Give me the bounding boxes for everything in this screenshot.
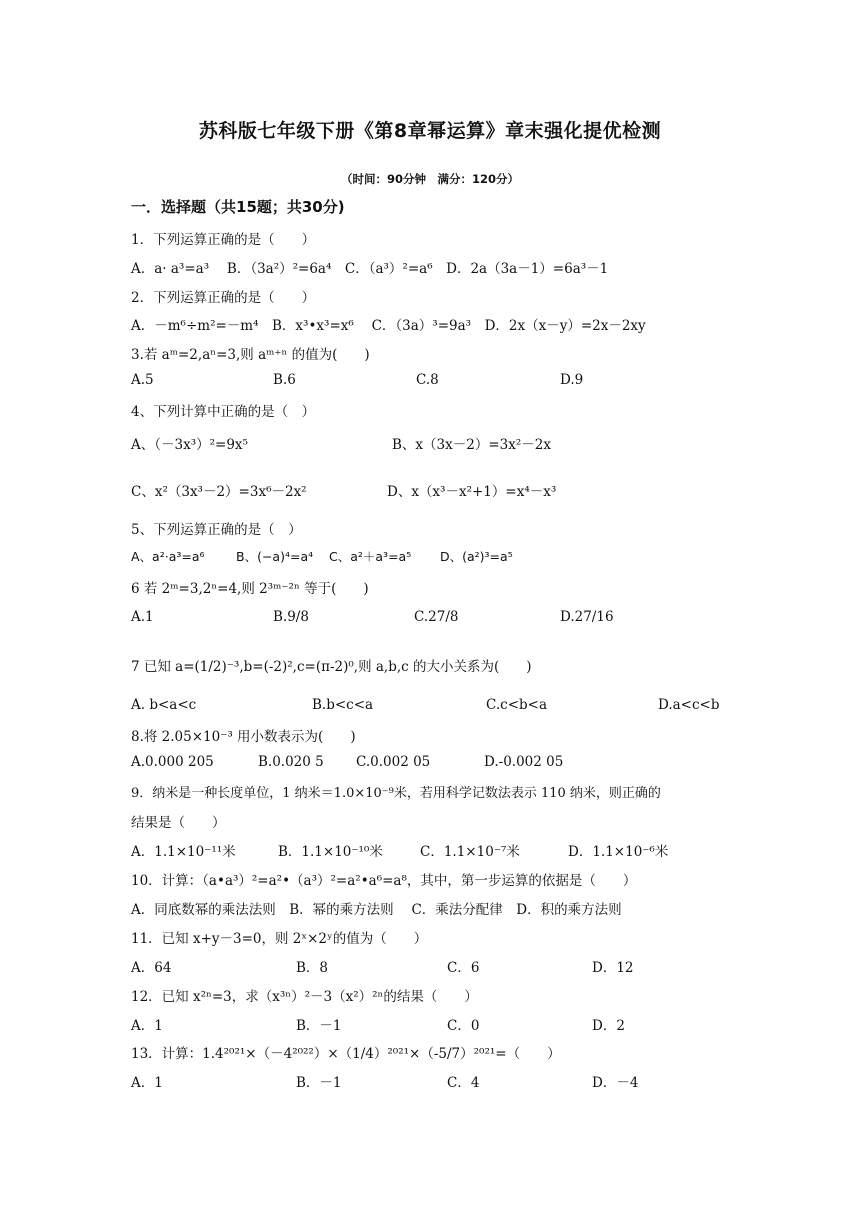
question-5-option-d: D、(a²)³=a⁵	[440, 549, 513, 564]
question-7-option-c: C.c<b<a	[486, 697, 548, 713]
question-7-option-a: A. b<a<c	[131, 697, 197, 713]
question-4-stem: 4、下列计算中正确的是（ ）	[131, 404, 316, 420]
question-12-option-d: D．2	[592, 1018, 625, 1034]
question-9-option-c: C．1.1×10⁻⁷米	[420, 844, 520, 860]
question-11-stem: 11．已知 x+y－3=0，则 2ˣ×2ʸ的值为（ ）	[131, 931, 428, 947]
question-5-stem: 5、下列运算正确的是（ ）	[131, 522, 302, 538]
question-8-stem: 8.将 2.05×10⁻³ 用小数表示为( )	[131, 729, 356, 745]
question-5-option-c: C、a²＋a³=a⁵	[329, 549, 412, 564]
question-11-option-b: B．8	[296, 960, 329, 976]
question-3-option-c: C.8	[416, 372, 439, 388]
question-12-stem: 12．已知 x²ⁿ=3，求（x³ⁿ）²－3（x²）²ⁿ的结果（ ）	[131, 989, 478, 1005]
question-6-option-b: B.9/8	[273, 609, 309, 625]
exam-info: （时间：90分钟 满分：120分）	[340, 172, 519, 186]
question-3-stem: 3.若 aᵐ=2,aⁿ=3,则 aᵐ⁺ⁿ 的值为( )	[131, 347, 370, 363]
question-11-option-d: D．12	[592, 960, 634, 976]
question-7-stem: 7 已知 a=(1/2)⁻³,b=(-2)²,c=(π-2)⁰,则 a,b,c 的大小关系为( )	[131, 659, 532, 675]
question-4-option-d: D、x（x³－x²+1）=x⁴－x³	[387, 484, 557, 500]
question-9-stem-line1: 9．纳米是一种长度单位，1 纳米＝1.0×10⁻⁹米，若用科学记数法表示 110 纳米，则正确的	[131, 786, 661, 801]
page-title: 苏科版七年级下册《第8章幂运算》章末强化提优检测	[198, 120, 662, 142]
question-13-option-c: C．4	[447, 1075, 480, 1091]
section-heading: 一．选择题（共15题；共30分)	[131, 198, 345, 216]
question-12-option-b: B．－1	[296, 1018, 342, 1034]
question-7-option-d: D.a<c<b	[658, 697, 720, 713]
question-11-option-c: C．6	[447, 960, 480, 976]
question-5-option-a: A、a²·a³=a⁶	[131, 549, 205, 564]
question-4-option-a: A、（－3x³）²=9x⁵	[131, 437, 248, 453]
question-13-option-a: A．1	[131, 1075, 163, 1091]
question-3-option-b: B.6	[273, 372, 296, 388]
question-8-option-d: D.-0.002 05	[484, 754, 564, 770]
question-8-option-a: A.0.000 205	[131, 754, 214, 770]
question-6-option-d: D.27/16	[560, 609, 614, 625]
question-3-option-a: A.5	[131, 372, 154, 388]
question-8-option-b: B.0.020 5	[258, 754, 324, 770]
question-1-stem: 1．下列运算正确的是（ ）	[131, 232, 316, 248]
question-9-option-d: D．1.1×10⁻⁶米	[568, 844, 669, 860]
question-6-option-a: A.1	[131, 609, 154, 625]
question-9-stem-line2: 结果是（ ）	[131, 815, 226, 831]
question-4-option-b: B、x（3x－2）=3x²－2x	[392, 437, 551, 453]
question-8-option-c: C.0.002 05	[356, 754, 431, 770]
question-12-option-c: C．0	[447, 1018, 480, 1034]
question-11-option-a: A．64	[131, 960, 172, 976]
question-6-stem: 6 若 2ᵐ=3,2ⁿ=4,则 2³ᵐ⁻²ⁿ 等于( )	[131, 581, 369, 597]
question-1-options: A．a· a³=a³ B．（3a²）²=6a⁴ C．（a³）²=a⁶ D．2a（3a－1）=6a³－1	[131, 261, 609, 277]
question-12-option-a: A．1	[131, 1018, 163, 1034]
question-7-option-b: B.b<c<a	[312, 697, 374, 713]
question-9-option-a: A．1.1×10⁻¹¹米	[131, 844, 236, 860]
question-10-options: A．同底数幂的乘法法则 B．幂的乘方法则 C．乘法分配律 D．积的乘方法则	[131, 902, 622, 918]
question-9-option-b: B．1.1×10⁻¹⁰米	[278, 844, 383, 860]
question-6-option-c: C.27/8	[414, 609, 459, 625]
question-2-stem: 2．下列运算正确的是（ ）	[131, 290, 316, 306]
question-4-option-c: C、x²（3x³－2）=3x⁶－2x²	[131, 484, 307, 500]
question-13-stem: 13．计算：1.4²⁰²¹×（－4²⁰²²）×（1/4）²⁰²¹×（-5/7）²⁰²¹=（ ）	[131, 1046, 561, 1062]
question-13-option-d: D．－4	[592, 1075, 639, 1091]
question-2-options: A．－m⁶÷m²=－m⁴ B．x³•x³=x⁶ C．（3a）³=9a³ D．2x（x－y）=2x－2xy	[131, 318, 646, 334]
question-10-stem: 10．计算：（a•a³）²=a²•（a³）²=a²•a⁶=a⁸，其中，第一步运算的依据是（ ）	[131, 873, 637, 889]
question-3-option-d: D.9	[560, 372, 584, 388]
question-5-option-b: B、(−a)⁴=a⁴	[236, 549, 314, 564]
question-13-option-b: B．－1	[296, 1075, 342, 1091]
